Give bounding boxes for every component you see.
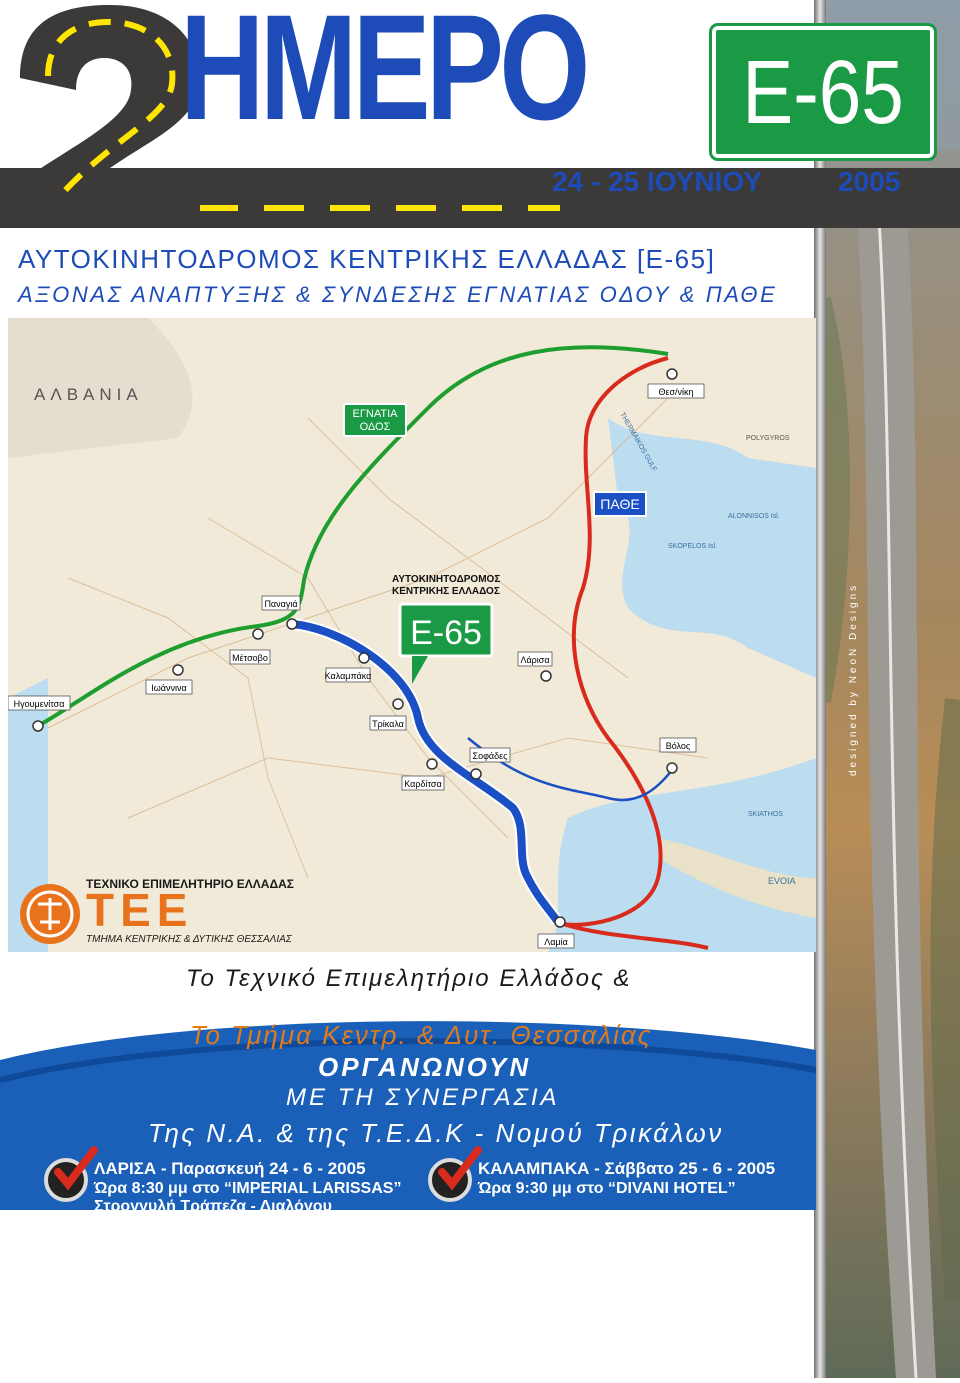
e65-sign-label: E-65 bbox=[742, 43, 904, 143]
pathe-sign-label: ΠΑΘΕ bbox=[600, 496, 640, 512]
map-label-alonnisos: ALONNISOS Isl. bbox=[728, 513, 780, 520]
organizers-line2: Το Τμήμα Κεντρ. & Δυτ. Θεσσαλίας bbox=[190, 1020, 653, 1050]
motorway-label-line2: ΚΕΝΤΡΙΚΗΣ ΕΛΛΑΔΟΣ bbox=[392, 586, 500, 597]
map-label-evoia: EVOIA bbox=[768, 876, 796, 886]
route-map-svg bbox=[8, 318, 816, 952]
city-larisa bbox=[518, 652, 552, 681]
checkmark-icon bbox=[428, 1158, 472, 1202]
event-kalampaka-title: ΚΑΛΑΜΠΑΚΑ - Σάββατο 25 - 6 - 2005 bbox=[478, 1159, 776, 1178]
event-dates: 24 - 25 ΙΟΥΝΙΟΥ bbox=[552, 166, 763, 197]
svg-text:Βόλος: Βόλος bbox=[665, 741, 691, 751]
svg-text:Τρίκαλα: Τρίκαλα bbox=[372, 719, 404, 729]
city-ioannina bbox=[146, 665, 192, 694]
map-label-skopelos: SKOPELOS Isl. bbox=[668, 543, 718, 550]
city-karditsa bbox=[402, 759, 444, 790]
route-map bbox=[8, 318, 816, 952]
checkmark-icon bbox=[44, 1158, 88, 1202]
svg-text:Καρδίτσα: Καρδίτσα bbox=[404, 779, 442, 789]
svg-text:Θεσ/νίκη: Θεσ/νίκη bbox=[658, 387, 694, 397]
organizers-line3: ΟΡΓΑΝΩΝΟΥΝ bbox=[318, 1052, 532, 1082]
egnatia-sign-line1: ΕΓΝΑΤΙΑ bbox=[352, 408, 398, 420]
svg-text:Λαμία: Λαμία bbox=[544, 937, 568, 947]
motorway-label-line1: ΑΥΤΟΚΙΝΗΤΟΔΡΟΜΟΣ bbox=[392, 574, 501, 585]
city-kalampaka bbox=[325, 653, 372, 682]
svg-text:Ηγουμενίτσα: Ηγουμενίτσα bbox=[13, 699, 65, 709]
organizers-line4: ΜΕ ΤΗ ΣΥΝΕΡΓΑΣΙΑ bbox=[286, 1084, 560, 1111]
event-kalampaka-time: Ώρα 9:30 μμ στο “DIVANI HOTEL” bbox=[478, 1180, 736, 1197]
event-year: 2005 bbox=[838, 166, 901, 197]
svg-text:Ιωάννινα: Ιωάννινα bbox=[151, 683, 187, 693]
e65-road-sign bbox=[712, 26, 934, 158]
city-metsovo bbox=[230, 629, 270, 664]
map-label-polygyros: POLYGYROS bbox=[746, 435, 790, 442]
svg-text:Μέτσοβο: Μέτσοβο bbox=[232, 653, 268, 663]
header-title: ΗΜΕΡΟ bbox=[180, 0, 586, 151]
svg-text:Παναγιά: Παναγιά bbox=[264, 599, 298, 609]
tee-department: ΤΜΗΜΑ ΚΕΝΤΡΙΚΗΣ & ΔΥΤΙΚΗΣ ΘΕΣΣΑΛΙΑΣ bbox=[86, 934, 292, 945]
map-label-thermaikos: THERMAIKOS GULF bbox=[618, 411, 658, 473]
albania-label: ΑΛΒΑΝΙΑ bbox=[34, 385, 143, 404]
event-larisa-note: Στρογγυλή Τράπεζα - Διαλόγου bbox=[94, 1198, 332, 1215]
tee-name: ΤΕΧΝΙΚΟ ΕΠΙΜΕΛΗΤΗΡΙΟ ΕΛΛΑΔΑΣ bbox=[86, 877, 294, 891]
egnatia-sign-line2: ΟΔΟΣ bbox=[359, 421, 391, 433]
event-larisa-time: Ώρα 8:30 μμ στο “IMPERIAL LARISSAS” bbox=[94, 1180, 402, 1197]
svg-text:Καλαμπάκα: Καλαμπάκα bbox=[324, 671, 372, 681]
motorway-sign-pointer bbox=[412, 656, 428, 684]
sub-title: ΑΞΟΝΑΣ ΑΝΑΠΤΥΞΗΣ & ΣΥΝΔΕΣΗΣ ΕΓΝΑΤΙΑΣ ΟΔΟΥ & ΠΑΘΕ bbox=[18, 282, 778, 307]
organizers-line5: Της Ν.Α. & της Τ.Ε.Δ.Κ - Νομού Τρικάλων bbox=[148, 1118, 724, 1148]
event-larisa-title: ΛΑΡΙΣΑ - Παρασκευή 24 - 6 - 2005 bbox=[94, 1159, 366, 1178]
motorway-sign-label: Ε-65 bbox=[410, 614, 482, 652]
map-label-skiathos: SKIATHOS bbox=[748, 811, 783, 818]
city-trikala bbox=[370, 699, 406, 730]
svg-text:Σοφάδες: Σοφάδες bbox=[472, 751, 508, 761]
svg-text:Λάρισα: Λάρισα bbox=[520, 655, 550, 665]
tee-acronym: ΤΕΕ bbox=[86, 884, 194, 936]
organizers-line1: Το Τεχνικό Επιμελητήριο Ελλάδος & bbox=[186, 965, 632, 992]
designer-credit-text: designed by NeoN Designs bbox=[848, 582, 859, 776]
main-title: ΑΥΤΟΚΙΝΗΤΟΔΡΟΜΟΣ ΚΕΝΤΡΙΚΗΣ ΕΛΛΑΔΑΣ [Ε-65] bbox=[18, 244, 716, 274]
designer-credit bbox=[842, 580, 862, 780]
tee-logo-block bbox=[20, 877, 294, 945]
city-thessaloniki bbox=[648, 369, 704, 398]
